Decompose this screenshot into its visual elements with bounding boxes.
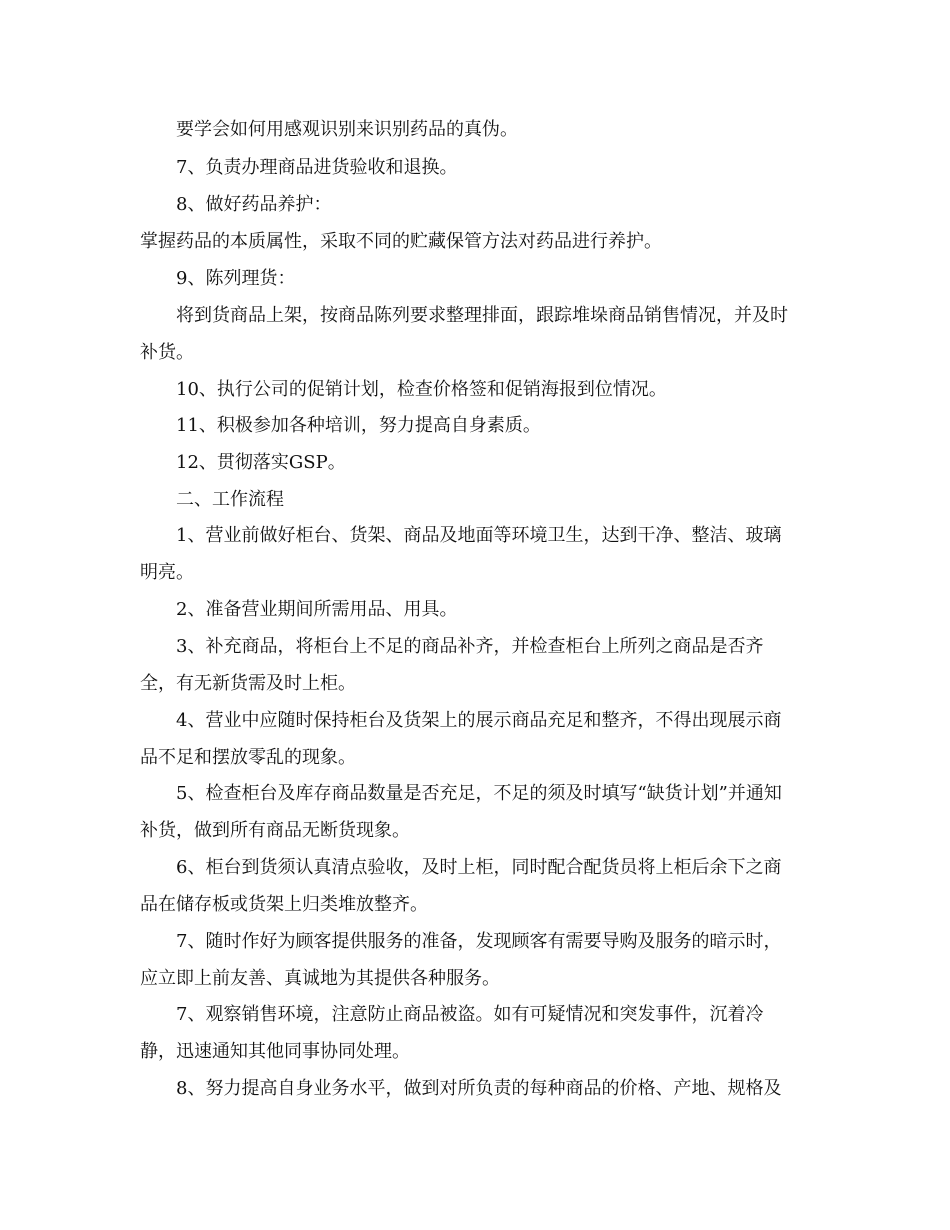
text-line: 7、观察销售环境，注意防止商品被盗。如有可疑情况和突发事件，沉着冷 (176, 1004, 764, 1025)
text-line: 将到货商品上架，按商品陈列要求整理排面，跟踪堆垛商品销售情况，并及时 (176, 305, 788, 326)
text-line: 7、随时作好为顾客提供服务的准备，发现顾客有需要导购及服务的暗示时， (176, 931, 782, 952)
text-line: 8、做好药品养护： (176, 194, 332, 215)
text-line: 10、执行公司的促销计划，检查价格签和促销海报到位情况。 (176, 379, 667, 400)
text-line: 品不足和摆放零乱的现象。 (140, 747, 356, 768)
text-line: 要学会如何用感观识别来识别药品的真伪。 (176, 119, 518, 140)
text-line: 掌握药品的本质属性，采取不同的贮藏保管方法对药品进行养护。 (140, 231, 662, 252)
text-line: 12、贯彻落实GSP。 (176, 452, 346, 473)
text-line: 3、补充商品，将柜台上不足的商品补齐，并检查柜台上所列之商品是否齐 (176, 636, 764, 657)
text-line: 2、准备营业期间所需用品、用具。 (176, 599, 458, 620)
text-line: 补货，做到所有商品无断货现象。 (140, 820, 410, 841)
text-line: 11、积极参加各种培训，努力提高自身素质。 (176, 415, 541, 436)
text-line: 补货。 (140, 342, 194, 363)
text-line: 7、负责办理商品进货验收和退换。 (176, 157, 458, 178)
text-line: 静，迅速通知其他同事协同处理。 (140, 1041, 410, 1062)
text-line: 6、柜台到货须认真清点验收，及时上柜，同时配合配货员将上柜后余下之商 (176, 857, 782, 878)
text-line: 品在储存板或货架上归类堆放整齐。 (140, 894, 428, 915)
text-line: 8、努力提高自身业务水平，做到对所负责的每种商品的价格、产地、规格及 (176, 1078, 782, 1099)
text-line: 4、营业中应随时保持柜台及货架上的展示商品充足和整齐，不得出现展示商 (176, 710, 782, 731)
text-line: 5、检查柜台及库存商品数量是否充足，不足的须及时填写“缺货计划”并通知 (176, 783, 782, 804)
text-line: 明亮。 (140, 562, 194, 583)
section-heading: 二、工作流程 (176, 489, 284, 510)
text-line: 9、陈列理货： (176, 268, 296, 289)
text-line: 应立即上前友善、真诚地为其提供各种服务。 (140, 968, 500, 989)
text-line: 全，有无新货需及时上柜。 (140, 673, 356, 694)
text-line: 1、营业前做好柜台、货架、商品及地面等环境卫生，达到干净、整洁、玻璃 (176, 525, 782, 546)
